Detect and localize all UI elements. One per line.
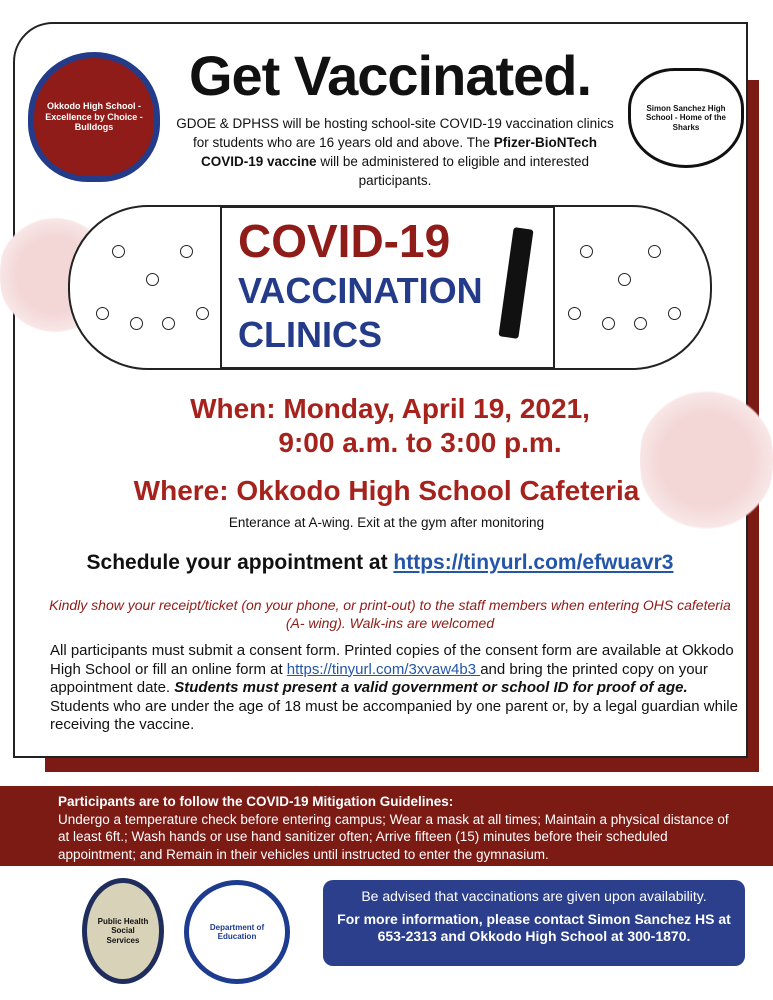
consent-form-link[interactable]: https://tinyurl.com/3xvaw4b3 xyxy=(286,660,481,678)
banner-line-2: VACCINATION xyxy=(238,270,483,311)
guidelines-band: Participants are to follow the COVID-19 Mitigation Guidelines: Undergo a temperature check before entering campus; Wear a mask at all times; Maintain a physical distance of at least 6ft.; Wash hands or use hand sanitizer often; Arrive fifteen (15) minutes before their scheduled appointment; and Remain in their vehicles until instructed to enter the gymnasium. xyxy=(0,786,773,866)
schedule-link[interactable]: https://tinyurl.com/efwuavr3 xyxy=(393,551,674,574)
banner-line-1: COVID-19 xyxy=(238,215,451,267)
schedule-line: Schedule your appointment at https://tinyurl.com/efwuavr3 xyxy=(86,551,674,574)
dphss-logo: Public Health Social Services xyxy=(82,878,164,984)
event-when: When: Monday, April 19, 2021, 9:00 a.m. to 3:00 p.m. xyxy=(190,393,590,458)
page-title: Get Vaccinated. xyxy=(188,44,592,107)
banner-line-3: CLINICS xyxy=(238,314,382,355)
syringe-icon xyxy=(498,227,533,339)
doe-logo: Department of Education xyxy=(184,880,290,984)
consent-paragraph: All participants must submit a consent form. Printed copies of the consent form are available at Okkodo High School or fill an online form at https://tinyurl.com/3xvaw4b3 and bring the printed copy on your appointment date. Students must present a valid government or school ID for proof of age. Students who are under the age of 18 must be accompanied by one parent or, by a legal guardian while receiving the vaccine. xyxy=(50,642,738,733)
receipt-notice: Kindly show your receipt/ticket (on your phone, or print-out) to the staff members when entering OHS cafeteria (A- wing). Walk-ins are welcomed xyxy=(49,597,731,631)
okkodo-logo: Okkodo High School - Excellence by Choice - Bulldogs xyxy=(28,52,160,182)
info-box: Be advised that vaccinations are given upon availability. For more information, please contact Simon Sanchez HS at 653-2313 and Okkodo High School at 300-1870. xyxy=(323,880,745,966)
simon-sanchez-logo: Simon Sanchez High School - Home of the Sharks xyxy=(628,68,744,168)
intro-text: GDOE & DPHSS will be hosting school-site COVID-19 vaccination clinics for students who are 16 years old and above. The Pfizer-BioNTech COVID-19 vaccine will be administered to eligible and interested participants. xyxy=(176,116,614,188)
banner-box xyxy=(220,206,555,369)
entrance-note: Enterance at A-wing. Exit at the gym after monitoring xyxy=(228,515,545,530)
event-where: Where: Okkodo High School Cafeteria xyxy=(133,475,640,506)
